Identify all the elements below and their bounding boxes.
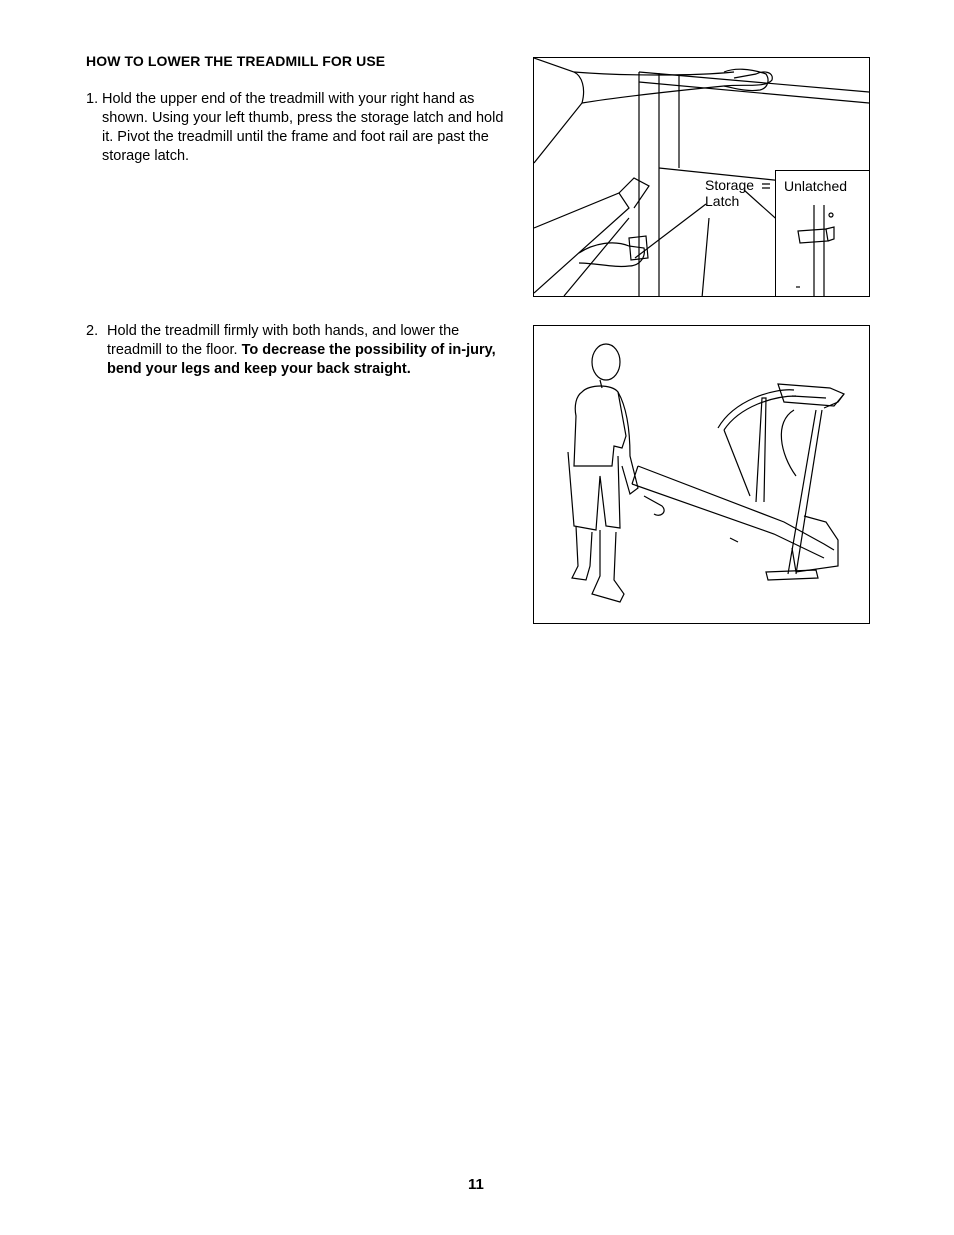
step-number: 1.: [86, 91, 99, 107]
lowering-treadmill-illustration: [534, 326, 869, 623]
step-2: [86, 322, 511, 379]
step-text-container: [107, 322, 511, 379]
step-text: Hold the treadmill firmly with both hands, and lower the treadmill to the floor.: [107, 323, 460, 358]
safety-warning: To decrease the possibility of in-jury, bend your legs and keep your back straight.: [107, 342, 496, 377]
step-number: 2.: [86, 323, 99, 339]
unlatched-latch-drawing: [776, 171, 870, 297]
step-text: Hold the upper end of the treadmill with your right hand as shown. Using your left thumb, press the storage latch and hold it. Pivot the treadmill until the frame and foot rail are past the storage latch.: [102, 91, 504, 164]
section-heading: HOW TO LOWER THE TREADMILL FOR USE: [86, 53, 386, 69]
unlatched-label: Unlatched: [784, 178, 848, 194]
callout-line-2: Latch: [705, 193, 740, 209]
figure-storage-latch: [533, 57, 870, 297]
unlatched-inset: [775, 170, 870, 297]
storage-latch-callout: [705, 177, 754, 209]
figure-lowering-treadmill: [533, 325, 870, 624]
step-1: [86, 90, 511, 166]
page-number: 11: [468, 1176, 484, 1193]
callout-line-1: Storage: [705, 177, 755, 193]
